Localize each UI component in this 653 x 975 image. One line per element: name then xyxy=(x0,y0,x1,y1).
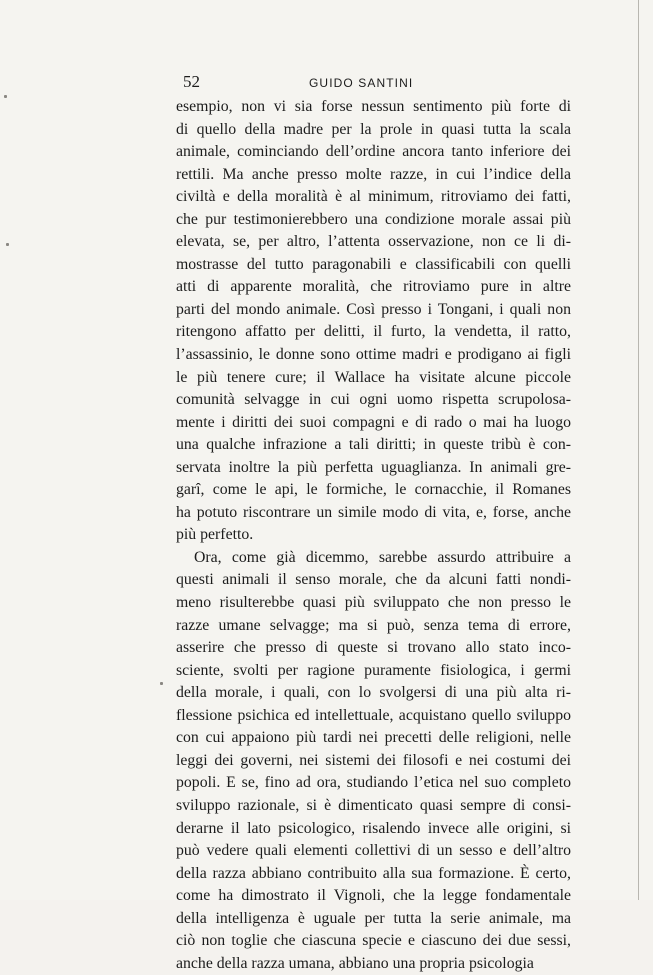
text-line: della razza abbiano contribuito alla sua formazione. È certo, xyxy=(176,864,571,882)
text-line: mente i diritti dei suoi compagni e di rado o mai ha luogo xyxy=(176,413,571,431)
margin-speck xyxy=(4,95,7,98)
text-line: mostrasse del tutto paragonabili e classificabili con quelli xyxy=(176,255,571,273)
text-line: flessione psichica ed intellettuale, acquistano quello sviluppo xyxy=(176,706,571,724)
text-line: meno risulterebbe quasi più sviluppato che non presso le xyxy=(176,594,571,612)
text-line: ciò non toglie che ciascuna specie e ciascuno dei due sessi, xyxy=(176,932,571,950)
text-line: leggi dei governi, nei sistemi dei filosofi e nei costumi dei xyxy=(176,751,571,769)
text-line: questi animali il senso morale, che da alcuni fatti nondi- xyxy=(176,571,571,589)
text-line: le più tenere cure; il Wallace ha visitate alcune piccole xyxy=(176,368,571,386)
text-line: animale, cominciando dell’ordine ancora tanto inferiore dei xyxy=(176,143,571,161)
text-line: elevata, se, per altro, l’attenta osservazione, non ce li di- xyxy=(176,233,571,251)
text-line: sciente, svolti per ragione puramente fisiologica, i germi xyxy=(176,661,571,679)
text-line: ritengono affatto per delitti, il furto, la vendetta, il ratto, xyxy=(176,323,571,341)
text-line: della morale, i quali, con lo svolgersi di una più alta ri- xyxy=(176,684,571,702)
text-line: anche della razza umana, abbiano una propria psicologia xyxy=(176,954,534,972)
text-line: Ora, come già dicemmo, sarebbe assurdo attribuire a xyxy=(194,548,571,566)
text-line: popoli. E se, fino ad ora, studiando l’etica nel suo completo xyxy=(176,774,571,792)
text-line: l’assassinio, le donne sono ottime madri e prodigano ai figli xyxy=(176,346,571,364)
text-line: atti di apparente moralità, che ritroviamo pure in altre xyxy=(176,278,571,296)
text-line: garî, come le api, le formiche, le cornacchie, il Romanes xyxy=(176,481,571,499)
text-line: esempio, non vi sia forse nessun sentimento più forte di xyxy=(176,98,571,115)
margin-speck xyxy=(6,243,9,246)
text-line: parti del mondo animale. Così presso i Tongani, i quali non xyxy=(176,300,571,318)
text-line: di quello della madre per la prole in quasi tutta la scala xyxy=(176,120,571,138)
text-line: ha potuto riscontrare un simile modo di vita, e, forse, anche xyxy=(176,503,571,521)
page-number: 52 xyxy=(183,72,200,91)
text-line: sviluppo razionale, si è dimenticato quasi sempre di consi- xyxy=(176,796,571,814)
text-line: rettili. Ma anche presso molte razze, in cui l’indice della xyxy=(176,165,571,183)
text-line: derarne il lato psicologico, risalendo invece alle origini, si xyxy=(176,819,571,837)
body-text xyxy=(176,96,571,975)
paragraph-1 xyxy=(176,96,571,547)
text-line: civiltà e della moralità è al minimum, ritroviamo dei fatti, xyxy=(176,188,571,206)
text-line: razze umane selvagge; ma si può, senza tema di errore, xyxy=(176,616,571,634)
text-line: servata inoltre la più perfetta uguaglianza. In animali gre- xyxy=(176,458,571,476)
paragraph-2 xyxy=(176,547,571,975)
text-line: asserire che presso di queste si trovano allo stato inco- xyxy=(176,639,571,657)
text-line: con cui appaiono più tardi nei precetti delle religioni, nelle xyxy=(176,729,571,747)
text-line: può vedere quali elementi collettivi di un sesso e dell’altro xyxy=(176,842,571,860)
text-line: comunità selvagge in cui ogni uomo rispetta scrupolosa- xyxy=(176,391,571,409)
page-header xyxy=(183,72,573,94)
running-head: GUIDO SANTINI xyxy=(309,76,414,90)
margin-speck xyxy=(160,682,163,685)
text-line: che pur testimonierebbero una condizione morale assai più xyxy=(176,210,571,228)
text-line: della intelligenza è uguale per tutta la serie animale, ma xyxy=(176,909,571,927)
text-line: una qualche infrazione a tali diritti; in queste tribù è con- xyxy=(176,436,571,454)
text-line: più perfetto. xyxy=(176,526,254,544)
text-line: come ha dimostrato il Vignoli, che la legge fondamentale xyxy=(176,887,571,905)
page-edge-line xyxy=(638,0,639,900)
